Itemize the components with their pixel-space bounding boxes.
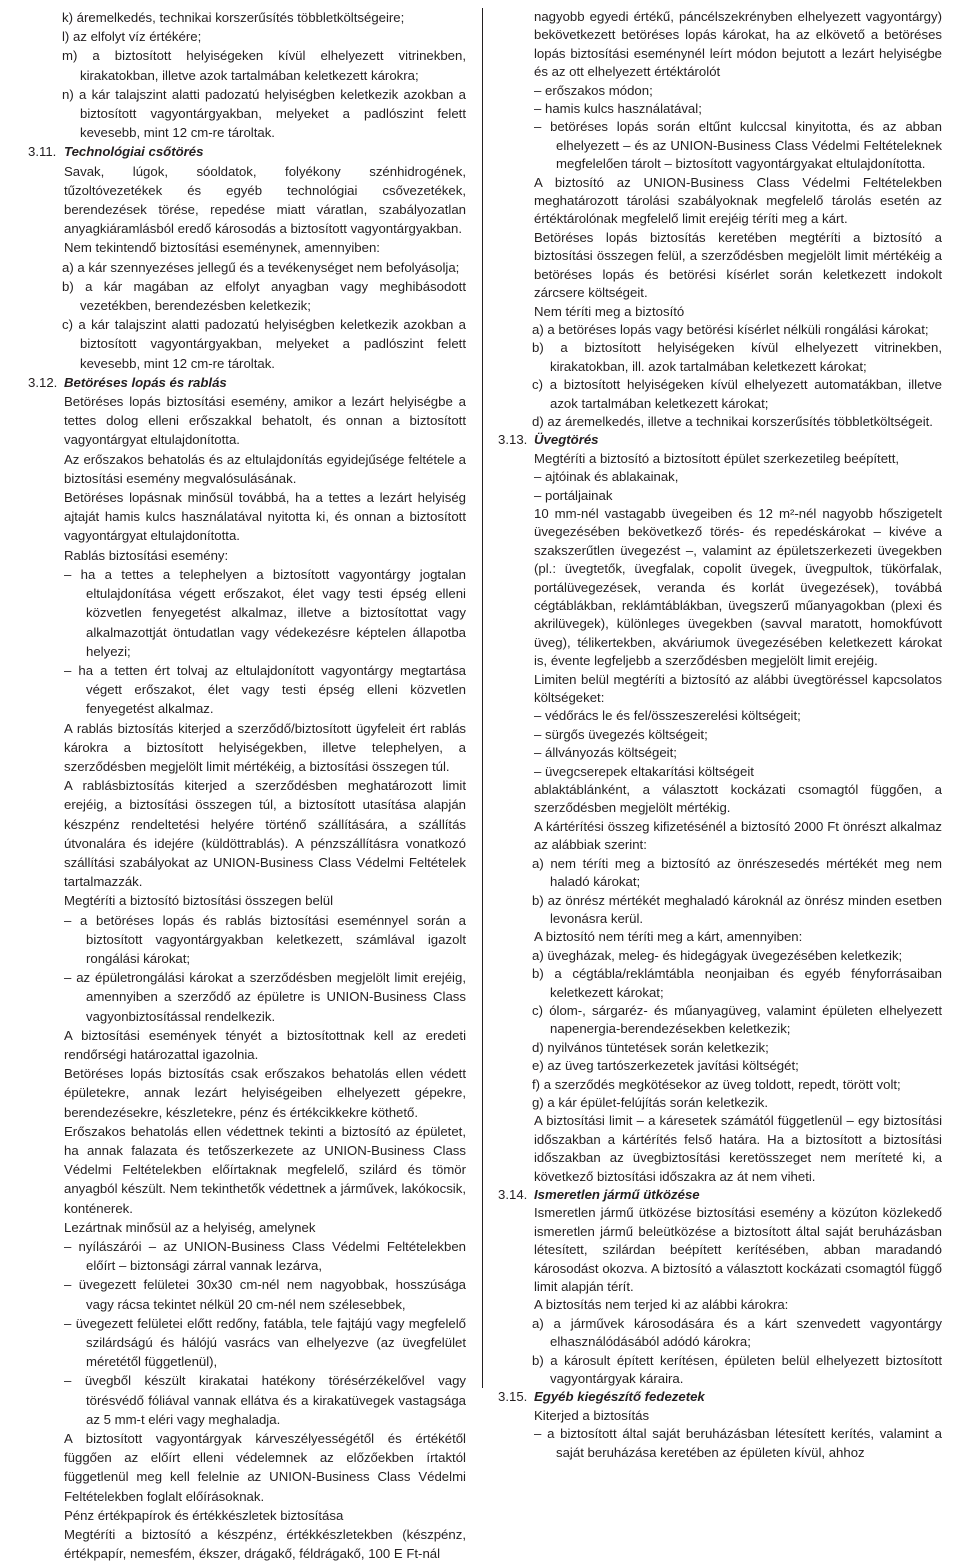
section-title: Üvegtörés [534, 432, 599, 448]
paragraph: A kártérítési összeg kifizetésénél a biztosító 2000 Ft önrészt alkalmaz az alábbiak szerint: [534, 818, 942, 853]
paragraph: Betöréses lopás biztosítás keretében megtéríti a biztosító a biztosítási összegen felül, a szerződésben megjelölt limit mértékéig a betöréses lopás és betörési kísérlet során keletkezett indokolt zárcsere költségeit. [534, 229, 942, 301]
list-item: f) a szerződés megkötésekor az üveg toldott, repedt, törött volt; [532, 1076, 901, 1092]
paragraph: A biztosítási események tényét a biztosítottnak kell az eredeti rendőrségi határozattal igazolnia. [64, 1027, 466, 1062]
paragraph: Lezártnak minősül az a helyiség, amelynek [64, 1219, 316, 1235]
list-item: c) ólom-, sárgaréz- és műanyagüveg, valamint épületen elhelyezett napenergia-berendezésekben keletkezik; [532, 1002, 942, 1037]
list-item: b) a biztosított helyiségeken kívül elhelyezett vitrinekben, kirakatokban, ill. azok tartalmában keletkezett károkat; [532, 340, 942, 374]
paragraph: nagyobb egyedi értékű, páncélszekrényben elhelyezett vagyontárgy) bekövetkezett betöréses lopás károkat, ha az elkövető a betöréses lopás biztosítási eseménynél leírt módon bejutott a lezárt helyiségbe és az ott elhelyezett értéktárolót [534, 9, 942, 80]
list-item: – ha a tettes a telephelyen a biztosított vagyontárgy jogtalan eltulajdonítása végett erőszakot, élet vagy testi épség elleni közvetlen fenyegetést alkalmaz, illetve a biztosítottat vagy alkalmazottját öntudatlan vagy védekezésre képtelen állapotba helyezi; [64, 566, 466, 659]
list-item: c) a biztosított helyiségeken kívül elhelyezett automatákban, illetve azok tartalmában keletkezett károkat; [532, 377, 942, 411]
list-item: – portáljainak [534, 487, 613, 503]
paragraph: Ismeretlen jármű ütközése biztosítási esemény a közúton közlekedő ismeretlen jármű beleütközése a biztosított által saját beruházásban létesített, szilárdan beépített kerítésében, abban maradandó károsodást okozva. A biztosító a választott kockázati csomagtól függő limit alapján térít. [534, 1205, 942, 1295]
section-number: 3.14. [498, 1187, 528, 1202]
paragraph: Betöréses lopásnak minősül továbbá, ha a tettes a lezárt helyiség ajtaját hamis kulcs használatával nyitotta ki, és onnan a biztosított vagyontárgyat eltulajdonította. [64, 490, 466, 544]
list-item: – a biztosított által saját beruházásban létesített kerítés, valamint a saját beruházása keretében az épületen kívül, ahhoz [534, 1426, 942, 1460]
section-heading [498, 431, 942, 449]
list-item: – az épületrongálási károkat a szerződésben megjelölt limit erejéig, amennyiben a szerződő az épületre is UNION-Business Class vagyonbiztosítással rendelkezik. [64, 970, 466, 1024]
list-item: a) üvegházak, meleg- és hidegágyak üvegezésében keletkezik; [532, 947, 903, 963]
list-item: – üvegezett felületei előtt redőny, fatábla, tele fajtájú vagy megfelelő szilárdságú és hálójú vasrács van elhelyezve (az üvegfelület méretétől függetlenül), [64, 1315, 466, 1370]
paragraph: A biztosított vagyontárgyak kárveszélyességétől és értékétől függően az előírt elleni védelemnek az előzőekben írtaktól függetlenül meg kell felelnie az UNION-Business Class Védelmi Feltételekben foglalt előírásoknak. [64, 1431, 466, 1504]
list-item: – védőrács le és fel/összeszerelési költségeit; [534, 708, 801, 724]
paragraph: A rablás biztosítás kiterjed a szerződő/biztosított ügyfeleit ért rablás károkra a biztosított helyiségekben, illetve telephelyen, a szerződésben megjelölt limit mértékéig, a biztosítási összegen túl. [64, 720, 466, 774]
list-item: l) az elfolyt víz értékére; [62, 29, 202, 45]
paragraph: A biztosító nem téríti meg a kárt, amennyiben: [534, 929, 803, 945]
paragraph: Kiterjed a biztosítás [534, 1407, 650, 1423]
left-column [28, 8, 466, 1563]
section-heading [498, 1388, 942, 1406]
paragraph: Savak, lúgok, sóoldatok, folyékony szénhidrogének, tűzoltóvezetékek és egyéb technológiai csővezetékek, berendezések törése, repedése miatt váratlan, szabályozatlan anyagkiáramlásból eredő károsodás a biztosított vagyontárgyakban. [64, 163, 466, 237]
paragraph: Megtéríti a biztosító biztosítási összegen belül [64, 893, 334, 909]
section-title: Egyéb kiegészítő fedezetek [534, 1389, 705, 1405]
paragraph: Nem tekintendő biztosítási eseménynek, amennyiben: [64, 240, 380, 256]
paragraph: A biztosítás nem terjed ki az alábbi károkra: [534, 1297, 789, 1313]
list-item: m) a biztosított helyiségeken kívül elhelyezett vitrinekben, kirakatokban, illetve azok tartalmában keletkezett károkra; [62, 48, 466, 83]
list-item: a) a kár szennyezéses jellegű és a tevékenységet nem befolyásolja; [62, 259, 460, 275]
list-item: – sürgős üvegezés költségeit; [534, 726, 708, 742]
list-item: d) nyilvános tüntetések során keletkezik; [532, 1039, 769, 1055]
paragraph: Az erőszakos behatolás és az eltulajdonítás egyidejűsége feltétele a biztosítási esemény megvalósulásának. [64, 451, 466, 486]
paragraph: A biztosítási limit – a káresetek számától függetlenül – egy biztosítási időszakban a kártérítés felső határa. Ha a biztosított a biztosítási időszakban az üvegbiztosítási keretösszeget nem meríteté ki, a következő biztosítási időszakra az át nem viheti. [534, 1113, 942, 1184]
list-item: k) áremelkedés, technikai korszerűsítés többletköltségeire; [62, 10, 405, 25]
section-number: 3.15. [498, 1389, 528, 1405]
section-heading [28, 373, 466, 392]
column-divider [482, 8, 483, 1388]
paragraph: Erőszakos behatolás ellen védettnek tekinti a biztosító az épületet, ha annak falazata és tetőszerkezete az UNION-Business Class Védelmi Feltételekben előírtaknak megfelelő, szilárd és tömör anyagból készült. Nem tekinthetők védettnek a járművek, lakókocsik, konténerek. [64, 1123, 466, 1216]
right-column [498, 8, 942, 1462]
list-item: d) az áremelkedés, illetve a technikai korszerűsítés többletköltségeit. [532, 413, 933, 429]
list-item: a) a járművek károsodására és a kárt szenvedett vagyontárgy elhasználódásából adódó károkra; [532, 1315, 942, 1350]
list-item: – a betöréses lopás és rablás biztosítási eseménnyel során a biztosított vagyontárgyakban keletkezett, számlával igazolt rongálási károkat; [64, 912, 466, 966]
list-item: b) a kár magában az elfolyt anyagban vagy meghibásodott vezetékben, berendezésben keletkezik; [62, 278, 466, 314]
section-title: Betöréses lopás és rablás [64, 374, 227, 390]
section-title: Technológiai csőtörés [64, 144, 204, 160]
list-item: – állványozás költségeit; [534, 745, 677, 761]
section-number: 3.13. [498, 432, 528, 448]
paragraph: A biztosító az UNION-Business Class Védelmi Feltételekben meghatározott tárolási szabályoknak megfelelő tárolás esetén az értéktárolónak megfelelő limit erejéig téríti meg a kárt. [534, 174, 942, 227]
list-item: b) az önrész mértékét meghaladó károknál az önrész minden esetben levonásra kerül. [532, 892, 942, 926]
list-item: g) a kár épület-felújítás során keletkezik. [532, 1094, 769, 1110]
list-item: – nyílászárói – az UNION-Business Class Védelmi Feltételekben előírt – biztonsági zárral vannak lezárva, [64, 1239, 466, 1274]
paragraph: Betöréses lopás biztosítás csak erőszakos behatolás ellen védett épületekre, annak lezárt helyiségeiben elhelyezett gépekre, berendezésekre, készletekre, pénz és értékcikkekre köthető. [64, 1066, 466, 1120]
list-item: e) az üveg tartószerkezetek javítási költségét; [532, 1058, 799, 1074]
paragraph: Megtéríti a biztosító a biztosított épület szerkezetileg beépített, [534, 450, 900, 466]
list-item: – betöréses lopás során eltűnt kulccsal kinyitotta, és az abban elhelyezett – és az UNION-Business Class Védelmi Feltételeknek megfelelően tárolt – biztosított vagyontárgyakat eltulajdonította. [534, 119, 942, 172]
paragraph: A rablásbiztosítás kiterjed a szerződésben meghatározott limit erejéig, a biztosítási összegen túl, a biztosított utasítása alapján készpénz rendeltetési helyére történő szállítására, a szállítás útvonalára és idejére (küldöttrablás). A pénzszállításra vonatkozó szállítási szabályokat az UNION-Business Class Védelmi Feltételek tartalmazzák. [64, 778, 466, 890]
paragraph: Megtéríti a biztosító a készpénz, értékkészletekben (készpénz, értékpapír, nemesfém, ékszer, drágakő, féldrágakő, 100 E Ft-nál [64, 1527, 466, 1562]
list-item: – ha a tetten ért tolvaj az eltulajdonított vagyontárgy megtartása végett erőszakot, élet vagy testi épség elleni közvetlen fenyegetést alkalmaz. [64, 662, 466, 717]
list-item: b) a cégtábla/reklámtábla neonjaiban és egyéb fényforrásaiban keletkezett károkat; [532, 966, 942, 1000]
list-item: – üvegcserepek eltakarítási költségeit [534, 763, 754, 779]
list-item: – üvegből készült kirakatai hatékony törésérzékelővel vagy törésvédő fóliával vannak ellátva és a kirakatüvegek vastagsága az 5 mm-t eléri vagy meghaladja. [64, 1373, 466, 1427]
paragraph: Limiten belül megtéríti a biztosító az alábbi üvegtöréssel kapcsolatos költségeket: [534, 671, 942, 706]
paragraph: Pénz értékpapírok és értékkészletek biztosítása [64, 1507, 344, 1523]
list-item: a) nem téríti meg a biztosító az önrészesedés mértékét meg nem haladó károkat; [532, 855, 942, 890]
section-number: 3.11. [28, 144, 57, 160]
list-item: c) a kár talajszint alatti padozatú helyiségben keletkezik azokban a biztosított vagyontárgyakban, melyeket a padlószint felett kevesebb, mint 12 cm-re tároltak. [62, 317, 466, 371]
paragraph: 10 mm-nél vastagabb üvegeiben és 12 m²-nél nagyobb hőszigetelt üvegezésében bekövetkező törés- és repedéskárokat – kivéve a szakszerűtlen üvegezést –, valamint az épületszerkezeti üvegekben (pl.: üvegtetők, üvegfalak, copolit üvegek, üvegpultok, tükörfalak, portálüvegezések, veranda és korlát üvegezések), továbbá cégtáblákban, reklámtáblákban, üvegszerű műanyagokban (plexi és akrilüvegek), különleges üvegekben (savval maratott, homokfúvott üveg), télikertekben, akváriumok üvegezésében keletkezett károkat is, évente legfeljebb a szerződésben megjelölt limit erejéig. [534, 505, 942, 669]
section-heading [28, 142, 466, 161]
paragraph: Betöréses lopás biztosítási esemény, amikor a lezárt helyiségbe a tettes dolog elleni erőszakkal behatolt, és onnan a biztosított vagyontárgyat eltulajdonította. [64, 394, 466, 448]
list-item: a) a betöréses lopás vagy betörési kísérlet nélküli rongálási károkat; [532, 321, 929, 337]
list-item: – erőszakos módon; [534, 82, 653, 98]
list-item: – hamis kulcs használatával; [534, 101, 702, 117]
paragraph: Rablás biztosítási esemény: [64, 547, 229, 563]
paragraph: ablaktáblánként, a választott kockázati csomagtól függően, a szerződésben megjelölt mértékig. [534, 782, 942, 816]
list-item: – ajtóinak és ablakainak, [534, 469, 679, 485]
section-number: 3.12. [28, 374, 58, 390]
list-item: n) a kár talajszint alatti padozatú helyiségben keletkezik azokban a biztosított vagyontárgyakban, melyeket a padlószint felett kevesebb, mint 12 cm-re tároltak. [62, 86, 466, 141]
paragraph: Nem téríti meg a biztosító [534, 303, 685, 319]
section-heading [498, 1186, 942, 1204]
list-item: – üvegezett felületei 30x30 cm-nél nem nagyobbak, hosszúsága vagy rácsa tekintet nélkül 20 cm-nél nem szélesebbek, [64, 1277, 466, 1312]
section-title: Ismeretlen jármű ütközése [534, 1187, 700, 1202]
list-item: b) a károsult épített kerítésen, épületen belül elhelyezett biztosított vagyontárgyak káraira. [532, 1352, 942, 1387]
